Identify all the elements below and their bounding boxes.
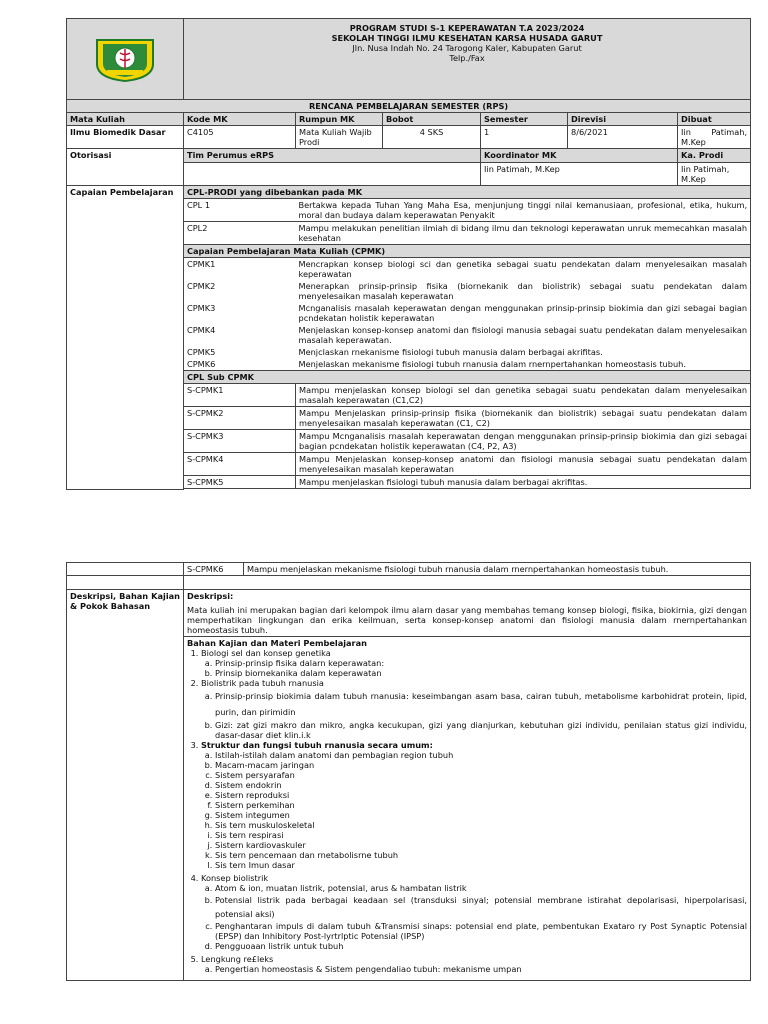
logo-cell bbox=[67, 19, 184, 100]
subtopic-list bbox=[201, 750, 747, 870]
cpmk-code: CPMK3 bbox=[184, 302, 296, 324]
capaian-label: Capaian Pembelajaran bbox=[67, 186, 184, 490]
topic-title: Biologi sel dan konsep genetika bbox=[201, 648, 331, 658]
topic-item bbox=[201, 740, 747, 870]
cpl-text: Mampu melakukan penelitian ilmiah di bidang ilmu dan teknologi keperawatan unruk memecahkan masalah kesehatan bbox=[296, 222, 751, 245]
sub-cpmk-text: Mampu Mcnganalisis rnasalah keperawatan dengan menggunakan prinsip-prinsip biokimia dan gizi sebagai bagian pcndekatan holistik keperawatan (C4, P2, A3) bbox=[296, 430, 751, 453]
value-rumpun-mk: Mata Kuliah Wajib Prodi bbox=[296, 126, 383, 149]
subtopic-item: a. Atom & ion, muatan listrik, potensial, arus & hambatan listrik bbox=[215, 883, 747, 893]
otorisasi-label: Otorisasi bbox=[67, 149, 184, 186]
topic-title: Lengkung re£leks bbox=[201, 954, 274, 964]
deskripsi-label: Deskripsi, Bahan Kajian & Pokok Bahasan bbox=[67, 590, 184, 981]
subtopic-item: c. Sistem persyarafan bbox=[215, 770, 747, 780]
value-semester: 1 bbox=[481, 126, 568, 149]
subtopic-item: g. Sistem integumen bbox=[215, 810, 747, 820]
cpmk-code: CPMK4 bbox=[184, 324, 296, 346]
cpmk-text: Menjclaskan rnekanisme fisiologi tubuh manusia dalam berbagai akrifitas. bbox=[296, 346, 751, 358]
cpmk-code: CPMK2 bbox=[184, 280, 296, 302]
value-mata-kuliah: Ilmu Biomedik Dasar bbox=[67, 126, 184, 149]
subtopic-item: a. Prinsip-prinsip fisika dalarn keperawatan: bbox=[215, 658, 747, 668]
kaprodi-label: Ka. Prodi bbox=[678, 149, 751, 163]
kaprodi-value: Iin Patimah, M.Kep bbox=[678, 163, 751, 186]
cpmk-text: Mencrapkan konsep biologi sci dan genetika sebagai suatu pendekatan dalam menyelesaikan masalah keperawatan bbox=[296, 258, 751, 281]
sub-cpmk-code: S-CPMK6 bbox=[184, 563, 244, 576]
subtopic-list bbox=[201, 964, 747, 974]
value-dibuat: Iin Patimah, M.Kep bbox=[678, 126, 751, 149]
blank-label-cell bbox=[67, 576, 184, 590]
subtopic-list bbox=[201, 883, 747, 951]
col-header-mata-kuliah: Mata Kuliah bbox=[67, 113, 184, 126]
sub-cpmk-text: Mampu menjelaskan mekanisme fisiologi tubuh rnanusia dalam rnernpertahankan homeostasis tubuh. bbox=[244, 563, 751, 576]
subtopic-item: d. Pengguoaan listrik untuk tubuh bbox=[215, 941, 747, 951]
subtopic-item: a. Istilah-istilah dalam anatomi dan pembagian region tubuh bbox=[215, 750, 747, 760]
cpmk-text: Mcnganalisis rnasalah keperawatan dengan menggunakan prinsip-prinsip biokimia dan gizi sebagai bagian pcndekatan holistik keperawatan bbox=[296, 302, 751, 324]
sub-cpmk-header: CPL Sub CPMK bbox=[184, 371, 751, 384]
subtopic-item: b. Gizi: zat gizi makro dan mikro, angka kecukupan, gizi yang dianjurkan, kebutuhan gizi individu, penilaian status gizi individu, dasar-dasar diet klin.i.k bbox=[215, 720, 747, 740]
school-phone: Telp./Fax bbox=[449, 53, 485, 63]
tim-perumus-label: Tim Perumus eRPS bbox=[184, 149, 481, 163]
col-header-direvisi: Direvisi bbox=[568, 113, 678, 126]
blank-row bbox=[184, 576, 751, 590]
topic-item bbox=[201, 648, 747, 678]
col-header-rumpun-mk: Rumpun MK bbox=[296, 113, 383, 126]
subtopic-item: i. Sis tern respirasi bbox=[215, 830, 747, 840]
deskripsi-title: Deskripsi: bbox=[187, 591, 234, 601]
value-direvisi: 8/6/2021 bbox=[568, 126, 678, 149]
subtopic-item: h. Sis tern muskuloskeletal bbox=[215, 820, 747, 830]
sub-cpmk-text: Mampu menjelaskan fisiologi tubuh manusia dalam berbagai akrifitas. bbox=[296, 476, 751, 489]
tim-perumus-value bbox=[184, 163, 481, 186]
cpl-code: CPL2 bbox=[184, 222, 296, 245]
sub-cpmk-code: S-CPMK1 bbox=[184, 384, 296, 407]
bahan-kajian-list bbox=[187, 648, 747, 974]
subtopic-item: k. Sis tern pencemaan dan rnetabolisrne tubuh bbox=[215, 850, 747, 860]
sub-cpmk-code: S-CPMK3 bbox=[184, 430, 296, 453]
subtopic-item: e. Sistern reproduksi bbox=[215, 790, 747, 800]
topic-title: Biolistrik pada tubuh rnanusia bbox=[201, 678, 324, 688]
cpmk-code: CPMK5 bbox=[184, 346, 296, 358]
subtopic-list bbox=[201, 658, 747, 678]
sub-cpmk-code: S-CPMK2 bbox=[184, 407, 296, 430]
value-kode-mk: C4105 bbox=[184, 126, 296, 149]
blank-label-cell bbox=[67, 563, 184, 576]
cpmk-code: CPMK1 bbox=[184, 258, 296, 281]
sub-cpmk-text: Mampu menjelaskan konsep biologi sel dan genetika sebagai suatu pendekatan dalam menyelesaikan masalah keperawatan (C1,C2) bbox=[296, 384, 751, 407]
cpmk-code: CPMK6 bbox=[184, 358, 296, 371]
col-header-dibuat: Dibuat bbox=[678, 113, 751, 126]
subtopic-item: j. Sistern kardiovaskuler bbox=[215, 840, 747, 850]
subtopic-item: b. Macam-macam jaringan bbox=[215, 760, 747, 770]
value-bobot: 4 SKS bbox=[383, 126, 481, 149]
koordinator-value: Iin Patimah, M.Kep bbox=[481, 163, 678, 186]
subtopic-item: f. Sistern perkemihan bbox=[215, 800, 747, 810]
deskripsi-cell bbox=[184, 590, 751, 637]
subtopic-item: l. Sis tern Imun dasar bbox=[215, 860, 747, 870]
topic-item bbox=[201, 678, 747, 740]
col-header-semester: Semester bbox=[481, 113, 568, 126]
subtopic-item: a. Prinsip-prinsip biokimia dalam tubuh rnanusia: keseimbangan asam basa, cairan tubuh, metabolisme karbohidrat protein, lipid, purin, dan pirimidin bbox=[215, 688, 747, 720]
topic-item bbox=[201, 873, 747, 951]
subtopic-list bbox=[201, 688, 747, 740]
subtopic-item: a. Pengertian homeostasis & Sistem pengendaliao tubuh: mekanisme umpan bbox=[215, 964, 747, 974]
bahan-kajian-cell bbox=[184, 637, 751, 981]
subtopic-item: d. Sistem endokrin bbox=[215, 780, 747, 790]
cpl-text: Bertakwa kepada Tuhan Yang Maha Esa, menjunjung tinggi nilai kemanusiaan, profesional, etika, hukum, moral dan budaya dalam keperawatan Penyakit bbox=[296, 199, 751, 222]
cpl-code: CPL 1 bbox=[184, 199, 296, 222]
subtopic-item: b. Potensial listrik pada berbagai keadaan sel (transduksi sinyal; potensial membrane istirahat depolarisasi, hiperpolarisasi, potensial aksi) bbox=[215, 893, 747, 921]
deskripsi-text: Mata kuliah ini merupakan bagian dari kelompok ilmu alarn dasar yang membahas temang konsep biologi, fisika, biokirnia, gizi dengan memperhatikan lingkungan dan erika keilmuan, serta konsep-konsep anatomi dan fisiologi manusia dalam rnernpertahankan homeostasis tubuh. bbox=[187, 605, 747, 635]
col-header-kode-mk: Kode MK bbox=[184, 113, 296, 126]
cpl-prodi-header: CPL-PRODI yang dibebankan pada MK bbox=[184, 186, 751, 199]
cpmk-header: Capaian Pembelajaran Mata Kuliah (CPMK) bbox=[184, 245, 751, 258]
school-address: Jln. Nusa Indah No. 24 Tarogong Kaler, Kabupaten Garut bbox=[352, 43, 582, 53]
cpmk-text: Menjelaskan mekanisme fisiologi tubuh rnanusia dalam rnernpertahankan homeostasis tubuh. bbox=[296, 358, 751, 371]
sub-cpmk-code: S-CPMK4 bbox=[184, 453, 296, 476]
topic-title: Struktur dan fungsi tubuh rnanusia secara umum: bbox=[201, 740, 433, 750]
rps-table-page2 bbox=[66, 562, 751, 981]
sub-cpmk-text: Mampu Menjelaskan prinsip-prinsip fisika (biornekanik dan biolistrik) sebagai suatu pendekatan dalam menyelesaikan masalah keperawatan (C1, C2) bbox=[296, 407, 751, 430]
cpmk-text: Menerapkan prinsip-prinsip fisika (biornekanik dan biolistrik) sebagai suatu pendekatan dalam menyelesaikan masalah keperawatan bbox=[296, 280, 751, 302]
institution-header bbox=[184, 19, 751, 100]
koordinator-label: Koordinator MK bbox=[481, 149, 678, 163]
topic-title: Konsep biolistrik bbox=[201, 873, 269, 883]
sub-cpmk-text: Mampu Menjelaskan konsep-konsep anatomi dan fisiologi manusia sebagai suatu pendekatan dalam menyelesaikan masalah keperawatan bbox=[296, 453, 751, 476]
rps-table-page1 bbox=[66, 18, 751, 490]
school-name: SEKOLAH TINGGI ILMU KESEHATAN KARSA HUSADA GARUT bbox=[331, 33, 603, 43]
subtopic-item: b. Prinsip biornekanika dalam keperawatan bbox=[215, 668, 747, 678]
cpmk-text: Menjelaskan konsep-konsep anatomi dan fisiologi manusia sebagai suatu pendekatan dalam menyelesaikan masalah keperawatan. bbox=[296, 324, 751, 346]
program-title: PROGRAM STUDI S-1 KEPERAWATAN T.A 2023/2024 bbox=[349, 23, 585, 33]
subtopic-item: c. Penghantaran impuls di dalam tubuh &Transmisi sinaps: potensial end plate, pembentukan Exataro ry Post Synaptic Potensial (EPSP) dan Inhibitory Post-lyrtrlptic Potensial (IPSP) bbox=[215, 921, 747, 941]
col-header-bobot: Bobot bbox=[383, 113, 481, 126]
sub-cpmk-code: S-CPMK5 bbox=[184, 476, 296, 489]
rps-title: RENCANA PEMBELAJARAN SEMESTER (RPS) bbox=[67, 100, 751, 113]
bahan-kajian-title: Bahan Kajian dan Materi Pembelajaran bbox=[187, 638, 367, 648]
institution-logo bbox=[93, 34, 157, 82]
topic-item bbox=[201, 954, 747, 974]
